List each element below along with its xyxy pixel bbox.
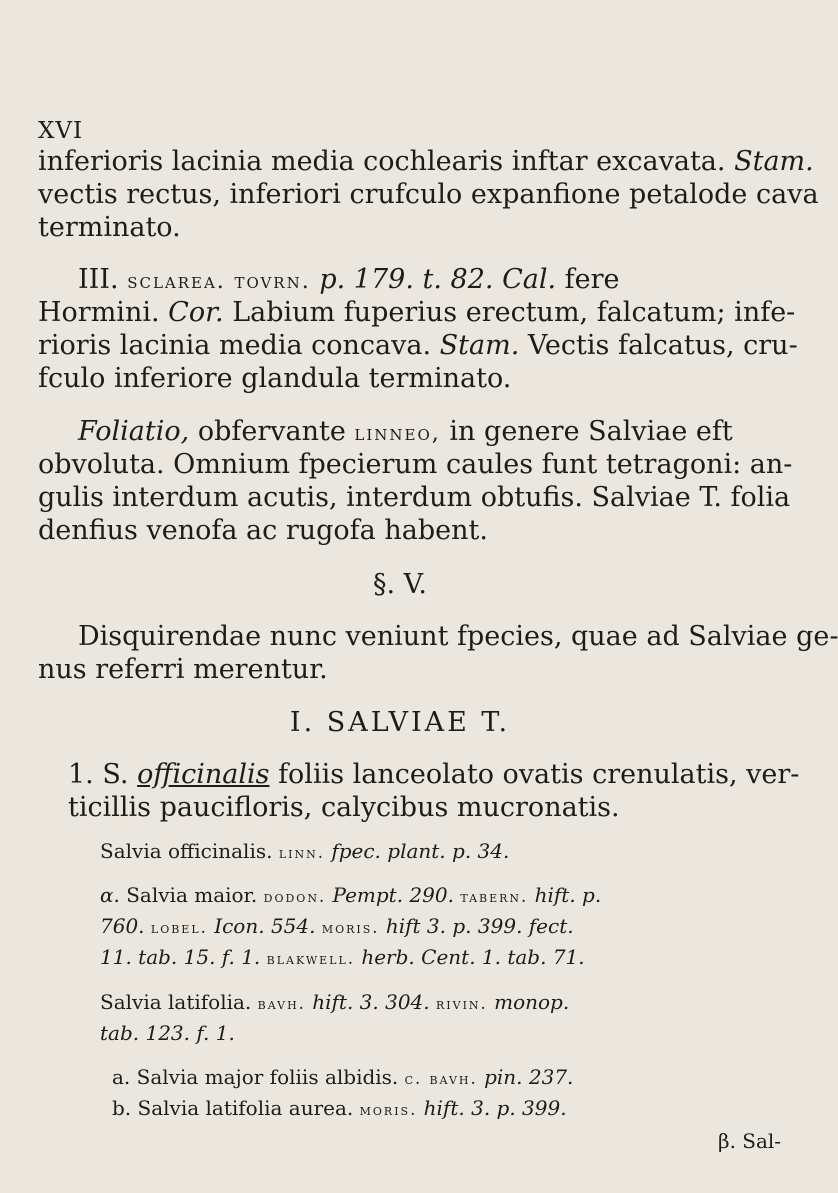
author: moris. bbox=[321, 918, 380, 937]
para4-line1: Disquirendae nunc veniunt fpecies, quae ad Salviae ge- bbox=[78, 621, 838, 652]
section-mark: §. V. bbox=[372, 569, 428, 600]
para2-line1 bbox=[78, 263, 620, 298]
ref-line2 bbox=[100, 882, 601, 910]
citation: pin. 237. bbox=[484, 1065, 574, 1089]
catchword: β. Sal- bbox=[718, 1129, 782, 1153]
species-number: 1. bbox=[68, 759, 94, 790]
para3-line1 bbox=[78, 415, 733, 450]
citation: Icon. 554. bbox=[214, 914, 316, 938]
text: Vectis falcatus, cru- bbox=[527, 330, 798, 361]
citation: fpec. plant. p. 34. bbox=[331, 839, 510, 863]
stamen-label: Stam. bbox=[734, 146, 814, 177]
text: inferioris lacinia media cochlearis inftar excavata. bbox=[38, 146, 726, 177]
citation: hift. p. bbox=[534, 883, 602, 907]
ref-line6: tab. 123. f. 1. bbox=[100, 1021, 235, 1045]
para1-line2: vectis rectus, inferiori crufculo expanfione petalode cava bbox=[38, 179, 819, 210]
para3-line4: denfius venofa ac rugofa habent. bbox=[38, 515, 488, 546]
genus-abbrev: S. bbox=[102, 759, 129, 790]
citation: herb. Cent. 1. tab. 71. bbox=[361, 945, 585, 969]
text: b. Salvia latifolia aurea. bbox=[112, 1096, 354, 1120]
text: foliis lanceolato ovatis crenulatis, ver- bbox=[278, 759, 800, 790]
stamen-label: Stam. bbox=[439, 330, 520, 361]
text: rioris lacinia media concava. bbox=[38, 330, 432, 361]
entry-number: III. bbox=[78, 264, 119, 295]
author: c. bavh. bbox=[404, 1069, 478, 1088]
citation: 760. bbox=[100, 914, 145, 938]
author: blakwell. bbox=[266, 949, 355, 968]
ref-line3 bbox=[100, 913, 574, 941]
reference: p. 179. t. 82. bbox=[319, 264, 494, 295]
text: a. Salvia major foliis albidis. bbox=[112, 1065, 399, 1089]
variety-mark: α. bbox=[100, 883, 120, 907]
author: dodon. bbox=[263, 887, 327, 906]
citation: 11. tab. 15. f. 1. bbox=[100, 945, 261, 969]
text: Salvia latifolia. bbox=[100, 990, 252, 1014]
foliatio-label: Foliatio, bbox=[78, 416, 190, 447]
text: Salvia officinalis. bbox=[100, 839, 273, 863]
para4-line2: nus referri merentur. bbox=[38, 654, 328, 685]
species-name: officinalis bbox=[137, 759, 270, 790]
citation: monop. bbox=[494, 990, 570, 1014]
ref-line1 bbox=[100, 838, 509, 866]
section-heading: I. SALVIAE T. bbox=[289, 707, 511, 738]
text: Hormini. bbox=[38, 297, 160, 328]
ref-line7 bbox=[112, 1064, 573, 1092]
text: fere bbox=[564, 264, 620, 295]
citation: hift. 3. 304. bbox=[312, 990, 430, 1014]
author: linneo, bbox=[354, 420, 441, 446]
genus-name: sclarea. bbox=[127, 268, 226, 294]
para1-line1 bbox=[38, 145, 814, 179]
citation: Pempt. 290. bbox=[332, 883, 454, 907]
author: linn. bbox=[278, 843, 325, 862]
page-number: XVI bbox=[38, 118, 84, 144]
text: in genere Salviae eft bbox=[449, 416, 733, 447]
text: obfervante bbox=[197, 416, 346, 447]
para2-line2 bbox=[38, 296, 795, 330]
citation: hift. 3. p. 399. bbox=[423, 1096, 567, 1120]
author: tovrn. bbox=[234, 268, 311, 294]
para2-line4: fculo inferiore glandula terminato. bbox=[38, 363, 512, 394]
species1-line2: ticillis paucifloris, calycibus mucronatis. bbox=[68, 792, 620, 823]
author: moris. bbox=[359, 1100, 418, 1119]
citation: hift 3. p. 399. fect. bbox=[385, 914, 574, 938]
text: Salvia maior. bbox=[126, 883, 258, 907]
ref-line8 bbox=[112, 1095, 567, 1123]
para3-line2: obvoluta. Omnium fpecierum caules funt tetragoni: an- bbox=[38, 449, 793, 480]
para1-line3: terminato. bbox=[38, 212, 181, 243]
author: tabern. bbox=[460, 887, 529, 906]
author: lobel. bbox=[150, 918, 208, 937]
ref-line4 bbox=[100, 944, 585, 972]
calyx-label: Cal. bbox=[502, 264, 557, 295]
author: bavh. bbox=[257, 994, 306, 1013]
corolla-label: Cor. bbox=[168, 297, 224, 328]
para2-line3 bbox=[38, 329, 798, 363]
author: rivin. bbox=[436, 994, 488, 1013]
text: Labium fuperius erectum, falcatum; infe- bbox=[232, 297, 796, 328]
ref-line5 bbox=[100, 989, 569, 1017]
para3-line3: gulis interdum acutis, interdum obtufis. Salviae T. folia bbox=[38, 482, 791, 513]
species1-line1 bbox=[68, 758, 799, 792]
